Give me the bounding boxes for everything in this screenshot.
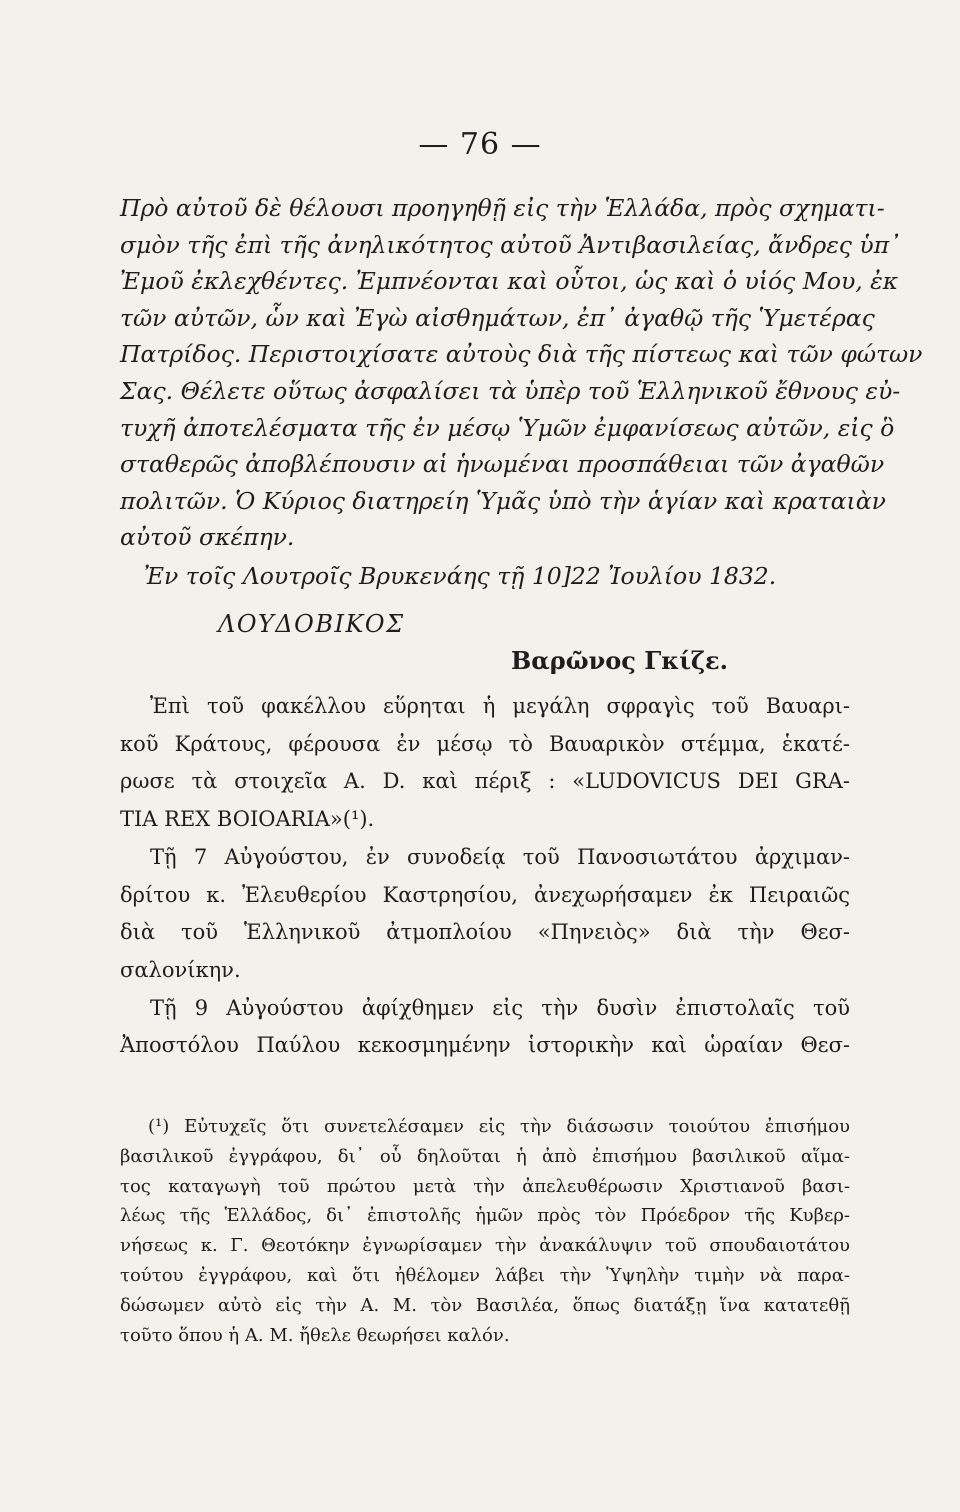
letter-date: Ἐν τοῖς Λουτροῖς Βρυκενάης τῇ 10]22 Ἰουλίου 1832. (144, 561, 777, 590)
footnote-line: τοῦτο ὅπου ἡ Α. Μ. ἤθελε θεωρήσει καλόν. (120, 1324, 510, 1346)
body-line: διὰ τοῦ Ἑλληνικοῦ ἀτμοπλοίου «Πηνειὸς» διὰ τὴν Θεσ- (120, 920, 850, 945)
footnote (120, 1112, 850, 1350)
body-line: Τῇ 9 Αὐγούστου ἀφίχθημεν εἰς τὴν δυσὶν ἐπιστολαῖς τοῦ (150, 995, 850, 1020)
letter-line: τυχῆ ἀποτελέσματα τῆς ἐν μέσῳ Ὑμῶν ἐμφανίσεως αὐτῶν, εἰς ὃ (120, 413, 895, 442)
letter-line: πολιτῶν. Ὁ Κύριος διατηρείη Ὑμᾶς ὑπὸ τὴν ἁγίαν καὶ κραταιὰν (120, 486, 886, 515)
footnote-line: τος καταγωγὴ τοῦ πρώτου μετὰ τὴν ἀπελευθέρωσιν Χριστιανοῦ βασι- (120, 1175, 850, 1197)
footnote-line: (¹) Εὐτυχεῖς ὅτι συνετελέσαμεν εἰς τὴν διάσωσιν τοιούτου ἐπισήμου (148, 1116, 850, 1137)
letter-line: σταθερῶς ἀποβλέπουσιν αἱ ἡνωμέναι προσπάθειαι τῶν ἀγαθῶν (120, 450, 885, 479)
footnote-line: λέως τῆς Ἑλλάδος, δι᾽ ἐπιστολῆς ἡμῶν πρὸς τὸν Πρόεδρον τῆς Κυβερ- (120, 1205, 850, 1227)
body-line: TIA REX BOIOARIA»(¹). (120, 807, 375, 832)
footnote-line: νήσεως κ. Γ. Θεοτόκην ἐγνωρίσαμεν τὴν ἀνακάλυψιν τοῦ σπουδαιοτάτου (120, 1235, 850, 1257)
body-line: σαλονίκην. (120, 957, 241, 982)
body-line: ρωσε τὰ στοιχεῖα A. D. καὶ πέριξ : «LUDOVICUS DEI GRA- (120, 769, 850, 794)
body-line: κοῦ Κράτους, φέρουσα ἐν μέσῳ τὸ Βαυαρικὸν στέμμα, ἑκατέ- (120, 731, 850, 756)
body-line: Ἀποστόλου Παύλου κεκοσμημένην ἱστορικὴν καὶ ὡραίαν Θεσ- (120, 1033, 850, 1058)
royal-letter-text (120, 190, 923, 595)
letter-line: Πρὸ αὐτοῦ δὲ θέλουσι προηγηθῇ εἰς τὴν Ἑλλάδα, πρὸς σχηματι- (120, 194, 885, 222)
letter-line: Πατρίδος. Περιστοιχίσατε αὐτοὺς διὰ τῆς πίστεως καὶ τῶν φώτων (120, 340, 923, 369)
body-line: Ἐπὶ τοῦ φακέλλου εὕρηται ἡ μεγάλη σφραγὶς τοῦ Βαυαρι- (150, 694, 850, 718)
letter-line: σμὸν τῆς ἐπὶ τῆς ἀνηλικότητος αὐτοῦ Ἀντιβασιλείας, ἄνδρες ὑπ᾽ (120, 230, 901, 259)
footnote-line: δώσωμεν αὐτὸ εἰς τὴν Α. Μ. τὸν Βασιλέα, ὅπως διατάξῃ ἵνα κατατεθῇ (120, 1294, 850, 1316)
letter-line: Ἐμοῦ ἐκλεχθέντες. Ἐμπνέονται καὶ οὗτοι, ὡς καὶ ὁ υἱός Μου, ἐκ (120, 267, 899, 296)
narrative-text (120, 688, 850, 1065)
footnote-line: τούτου ἐγγράφου, καὶ ὅτι ἠθέλομεν λάβει τὴν Ὑψηλὴν τιμὴν νὰ παρα- (120, 1264, 850, 1286)
letter-line: αὐτοῦ σκέπην. (120, 523, 295, 552)
body-line: δρίτου κ. Ἐλευθερίου Καστρησίου, ἀνεχωρήσαμεν ἐκ Πειραιῶς (120, 882, 850, 907)
body-line: Τῇ 7 Αὐγούστου, ἐν συνοδείᾳ τοῦ Πανοσιωτάτου ἀρχιμαν- (150, 844, 850, 869)
footnote-line: βασιλικοῦ ἐγγράφου, δι᾽ οὗ δηλοῦται ἡ ἀπὸ ἐπισήμου βασιλικοῦ αἵμα- (120, 1145, 850, 1167)
countersignature: Βαρῶνος Γκίζε. (511, 646, 728, 675)
letter-line: τῶν αὐτῶν, ὧν καὶ Ἐγὼ αἰσθημάτων, ἐπ᾽ ἀγαθῷ τῆς Ὑμετέρας (120, 303, 875, 332)
letter-line: Σας. Θέλετε οὕτως ἀσφαλίσει τὰ ὑπὲρ τοῦ Ἑλληνικοῦ ἔθνους εὐ- (120, 376, 901, 405)
page-number: — 76 — (418, 127, 542, 162)
signature-ludovikos: ΛΟΥΔΟΒΙΚΟΣ (218, 610, 405, 638)
